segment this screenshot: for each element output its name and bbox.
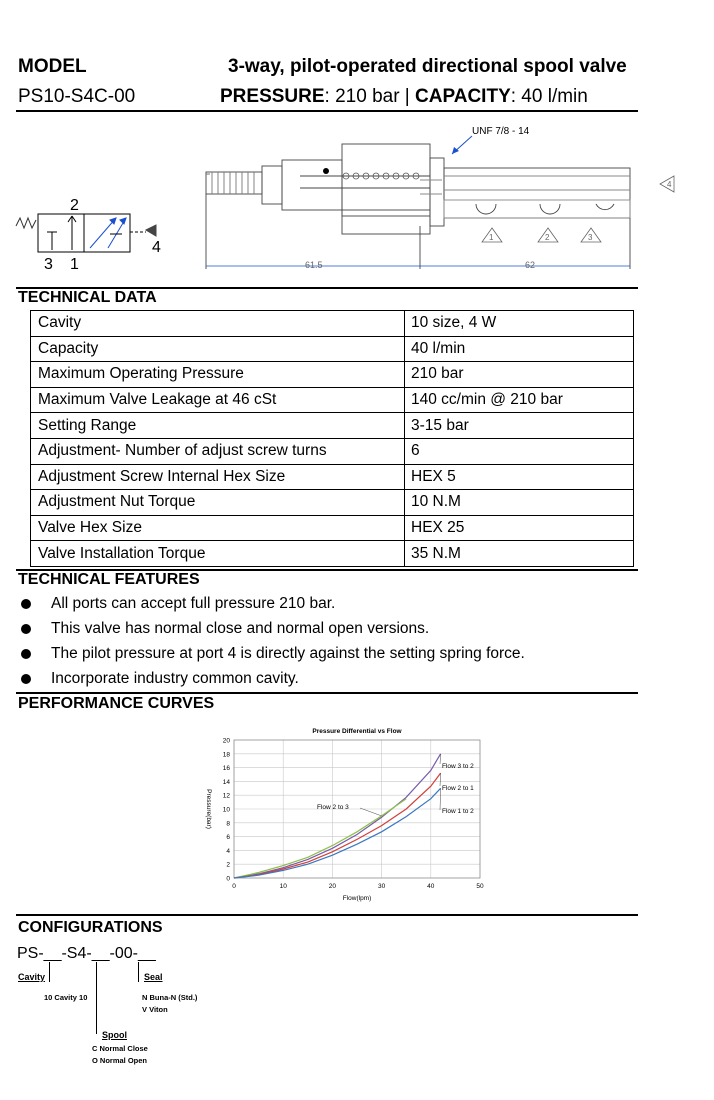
chart-y-tick-label: 14	[222, 778, 230, 786]
chart-y-tick-label: 8	[226, 820, 230, 828]
chart-title: Pressure Differential vs Flow	[312, 728, 402, 735]
chart-y-tick-label: 20	[222, 737, 230, 745]
model-code: PS10-S4C-00	[18, 86, 136, 107]
spool-heading: Spool	[102, 1030, 127, 1040]
chart-series-label: Flow 3 to 2	[442, 763, 474, 770]
chart-series-label: Flow 2 to 3	[317, 804, 349, 811]
port-1-number: 1	[489, 233, 494, 242]
tech-row-value: 6	[405, 438, 634, 464]
symbol-port-4: 4	[152, 239, 161, 256]
tech-row	[31, 387, 634, 413]
header-rule	[16, 110, 638, 112]
tech-row	[31, 515, 634, 541]
chart-x-tick-label: 30	[377, 883, 386, 890]
tech-row-value: 210 bar	[405, 362, 634, 388]
performance-title: PERFORMANCE CURVES	[18, 695, 215, 712]
port-4-number: 4	[667, 180, 672, 189]
capacity-value: : 40 l/min	[510, 86, 588, 107]
cavity-option: 10 Cavity 10	[44, 993, 88, 1002]
features-list	[18, 594, 525, 694]
tech-row	[31, 362, 634, 388]
chart-series-label: Flow 2 to 1	[442, 785, 474, 792]
seal-leader	[138, 962, 139, 982]
chart-series-label: Flow 1 to 2	[442, 808, 474, 815]
chart-y-tick-label: 10	[222, 806, 230, 814]
configurations-title: CONFIGURATIONS	[18, 919, 163, 936]
dimension-right: 62	[525, 260, 536, 270]
port-3-number: 3	[588, 233, 593, 242]
tech-row-label: Valve Installation Torque	[31, 541, 405, 567]
chart-series-line	[234, 788, 441, 878]
seal-option: N Buna-N (Std.)	[142, 993, 198, 1002]
tech-row	[31, 336, 634, 362]
chart-y-tick-label: 0	[226, 875, 230, 883]
cavity-leader	[49, 962, 50, 982]
tech-row-label: Adjustment- Number of adjust screw turns	[31, 438, 405, 464]
chart-y-tick-label: 2	[226, 861, 230, 869]
chart-x-tick-label: 0	[232, 883, 236, 890]
ball-detail	[323, 168, 329, 174]
tech-row-value: HEX 25	[405, 515, 634, 541]
chart-y-tick-label: 12	[222, 792, 230, 800]
tech-row-value: 10 size, 4 W	[405, 311, 634, 337]
tech-row-label: Adjustment Screw Internal Hex Size	[31, 464, 405, 490]
feature-item: All ports can accept full pressure 210 bar.	[18, 594, 525, 619]
valve-drawing	[0, 114, 714, 284]
seal-heading: Seal	[144, 972, 163, 982]
spool-option: O Normal Open	[92, 1056, 148, 1065]
tech-row	[31, 464, 634, 490]
tech-row-label: Maximum Valve Leakage at 46 cSt	[31, 387, 405, 413]
tech-row-label: Capacity	[31, 336, 405, 362]
technical-data-table	[30, 310, 634, 567]
chart-y-axis-label: Pressure(bar)	[205, 789, 212, 829]
tech-row	[31, 490, 634, 516]
symbol-port-2: 2	[70, 197, 79, 214]
tech-row	[31, 438, 634, 464]
chart-x-tick-label: 20	[328, 883, 337, 890]
tech-row-value: 40 l/min	[405, 336, 634, 362]
technical-data-title: TECHNICAL DATA	[18, 289, 157, 306]
pressure-label: PRESSURE	[220, 86, 325, 107]
tech-row-value: 3-15 bar	[405, 413, 634, 439]
chart-x-tick-label: 50	[476, 883, 484, 890]
cavity-heading: Cavity	[18, 972, 46, 982]
spec-line	[220, 86, 588, 108]
hydraulic-symbol	[16, 214, 156, 252]
tech-row	[31, 413, 634, 439]
model-label: MODEL	[18, 56, 87, 77]
tech-row-value: 10 N.M	[405, 490, 634, 516]
feature-item: This valve has normal close and normal open versions.	[18, 619, 525, 644]
chart-y-tick-label: 16	[222, 765, 230, 773]
chart-x-axis-label: Flow(lpm)	[342, 895, 372, 902]
tech-row-value: 35 N.M	[405, 541, 634, 567]
chart-label-leader	[440, 788, 441, 810]
tech-row	[31, 311, 634, 337]
tech-row-label: Adjustment Nut Torque	[31, 490, 405, 516]
tech-row-label: Setting Range	[31, 413, 405, 439]
pressure-value: : 210 bar |	[324, 86, 416, 107]
configuration-code: PS-__-S4-__-00-__	[17, 945, 156, 962]
chart-y-tick-label: 4	[226, 847, 230, 855]
performance-chart	[196, 724, 496, 908]
spool-leader	[96, 962, 97, 1034]
symbol-port-1: 1	[70, 256, 79, 273]
capacity-label: CAPACITY	[415, 86, 511, 107]
feature-item: The pilot pressure at port 4 is directly against the setting spring force.	[18, 644, 525, 669]
port-2-number: 2	[545, 233, 550, 242]
chart-series-line	[234, 773, 441, 878]
chart-x-tick-label: 10	[279, 883, 287, 890]
tech-row	[31, 541, 634, 567]
chart-series-line	[234, 754, 441, 878]
cartridge-outline	[206, 144, 630, 269]
spring-icon	[16, 218, 36, 228]
symbol-port-3: 3	[44, 256, 53, 273]
tech-row-label: Cavity	[31, 311, 405, 337]
chart-y-tick-label: 6	[226, 834, 230, 842]
feature-item: Incorporate industry common cavity.	[18, 669, 525, 694]
spool-option: C Normal Close	[92, 1044, 148, 1053]
thread-label: UNF 7/8 - 14	[472, 126, 530, 137]
chart-x-tick-label: 40	[427, 883, 435, 890]
product-title: 3-way, pilot-operated directional spool valve	[228, 56, 627, 77]
tech-row-label: Valve Hex Size	[31, 515, 405, 541]
performance-rule	[16, 692, 638, 694]
tech-row-value: HEX 5	[405, 464, 634, 490]
dimension-left: 61.5	[305, 260, 323, 270]
tech-row-label: Maximum Operating Pressure	[31, 362, 405, 388]
tech-row-value: 140 cc/min @ 210 bar	[405, 387, 634, 413]
technical-features-title: TECHNICAL FEATURES	[18, 571, 200, 588]
seal-option: V Viton	[142, 1005, 168, 1014]
configurations-rule	[16, 914, 638, 916]
chart-label-leader	[440, 773, 441, 786]
chart-y-tick-label: 18	[222, 751, 230, 759]
